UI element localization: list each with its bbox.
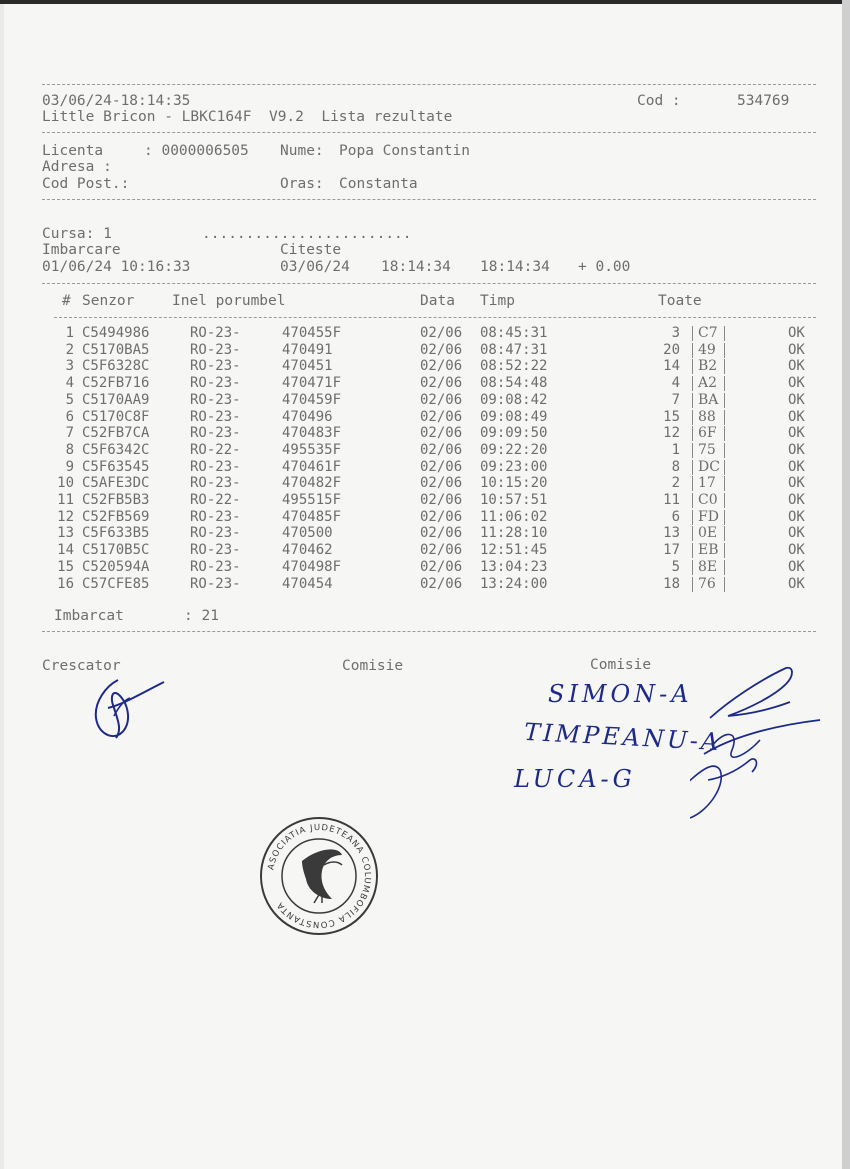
row-senzor: C5494986 xyxy=(82,325,150,341)
table-row xyxy=(0,509,850,526)
row-ring-prefix: RO-22- xyxy=(190,441,241,458)
row-ring-prefix: RO-23- xyxy=(190,575,241,592)
imbarcare-datetime: 01/06/24 10:16:33 xyxy=(42,259,191,275)
row-ring-number: 470483F xyxy=(282,425,342,442)
nume-value: Popa Constantin xyxy=(339,143,470,159)
column-divider xyxy=(692,560,693,575)
row-ring-number: 495535F xyxy=(282,441,342,458)
row-number: 8 xyxy=(65,441,74,458)
column-divider xyxy=(692,426,693,441)
row-code: 17 xyxy=(698,475,716,492)
row-time: 08:54:48 xyxy=(480,375,548,392)
row-ring-prefix: RO-23- xyxy=(190,358,241,375)
table-row xyxy=(0,409,850,426)
row-toate: 5 xyxy=(671,558,680,575)
column-divider xyxy=(692,510,693,525)
row-ring-number: 470498F xyxy=(282,558,342,575)
row-code: 6F xyxy=(698,425,717,442)
column-divider xyxy=(724,460,725,475)
row-number: 11 xyxy=(57,492,74,508)
row-number: 4 xyxy=(65,375,74,392)
table-row xyxy=(0,442,850,459)
col-inel: Inel porumbel xyxy=(172,293,286,309)
column-divider xyxy=(692,359,693,374)
row-ring-number: 470451 xyxy=(282,358,333,375)
row-code: B2 xyxy=(698,358,718,375)
row-code: 0E xyxy=(698,525,718,542)
row-status: OK xyxy=(788,558,805,575)
row-ring-prefix: RO-23- xyxy=(190,558,241,575)
row-toate: 11 xyxy=(663,492,680,508)
column-divider xyxy=(724,426,725,441)
row-status: OK xyxy=(788,408,805,425)
column-divider xyxy=(724,326,725,341)
row-number: 15 xyxy=(57,558,74,575)
row-code: C0 xyxy=(698,492,718,508)
row-senzor: C520594A xyxy=(82,558,150,575)
row-status: OK xyxy=(788,341,805,358)
row-code: BA xyxy=(698,391,719,408)
row-time: 09:22:20 xyxy=(480,441,548,458)
imbarcare-label: Imbarcare xyxy=(42,242,121,258)
row-ring-number: 470455F xyxy=(282,325,342,341)
row-senzor: C5F63545 xyxy=(82,458,150,475)
column-divider xyxy=(692,443,693,458)
row-code: EB xyxy=(698,542,719,559)
row-time: 13:24:00 xyxy=(480,575,548,592)
row-status: OK xyxy=(788,508,805,525)
row-number: 3 xyxy=(65,358,74,375)
row-ring-prefix: RO-23- xyxy=(190,475,241,492)
column-divider xyxy=(692,476,693,491)
row-ring-prefix: RO-23- xyxy=(190,408,241,425)
table-row xyxy=(0,576,850,593)
row-code: DC xyxy=(698,458,720,475)
row-senzor: C5F6328C xyxy=(82,358,150,375)
column-divider xyxy=(724,577,725,592)
col-data: Data xyxy=(420,293,455,309)
row-date: 02/06 xyxy=(420,425,463,442)
row-ring-number: 470461F xyxy=(282,458,342,475)
row-toate: 12 xyxy=(663,425,680,442)
column-divider xyxy=(724,343,725,358)
oras-label: Oras: xyxy=(280,176,324,192)
column-divider xyxy=(724,510,725,525)
imbarcat-value: : 21 xyxy=(184,608,219,624)
column-divider xyxy=(724,560,725,575)
licenta-value: : 0000006505 xyxy=(144,143,249,159)
column-divider xyxy=(692,343,693,358)
commission-name-3: LUCA-G xyxy=(514,765,636,793)
row-toate: 1 xyxy=(671,441,680,458)
row-status: OK xyxy=(788,542,805,559)
row-ring-number: 470485F xyxy=(282,508,342,525)
col-num: # xyxy=(62,293,71,309)
row-code: C7 xyxy=(698,325,718,341)
table-row xyxy=(0,392,850,409)
row-date: 02/06 xyxy=(420,458,463,475)
row-time: 09:08:42 xyxy=(480,391,548,408)
row-senzor: C52FB7CA xyxy=(82,425,150,442)
column-divider xyxy=(692,493,693,508)
row-ring-number: 470459F xyxy=(282,391,342,408)
row-date: 02/06 xyxy=(420,391,463,408)
row-toate: 15 xyxy=(663,408,680,425)
row-status: OK xyxy=(788,325,805,341)
column-divider xyxy=(724,410,725,425)
separator xyxy=(42,132,816,133)
cursa-label: Cursa: 1 xyxy=(42,226,112,242)
row-number: 14 xyxy=(57,542,74,559)
row-status: OK xyxy=(788,375,805,392)
row-status: OK xyxy=(788,441,805,458)
row-toate: 17 xyxy=(663,542,680,559)
row-status: OK xyxy=(788,575,805,592)
table-row xyxy=(0,559,850,576)
column-divider xyxy=(724,543,725,558)
row-ring-number: 495515F xyxy=(282,492,342,508)
row-code: 88 xyxy=(698,408,716,425)
row-status: OK xyxy=(788,358,805,375)
row-code: 76 xyxy=(698,575,716,592)
row-ring-prefix: RO-23- xyxy=(190,525,241,542)
row-number: 16 xyxy=(57,575,74,592)
row-senzor: C52FB716 xyxy=(82,375,150,392)
col-toate: Toate xyxy=(658,293,702,309)
row-time: 13:04:23 xyxy=(480,558,548,575)
row-number: 6 xyxy=(65,408,74,425)
row-time: 10:15:20 xyxy=(480,475,548,492)
row-ring-prefix: RO-23- xyxy=(190,341,241,358)
row-time: 09:09:50 xyxy=(480,425,548,442)
commission-name-1: SIMON-A xyxy=(548,680,693,708)
row-toate: 13 xyxy=(663,525,680,542)
row-code: A2 xyxy=(698,375,718,392)
separator xyxy=(42,84,816,85)
row-senzor: C5F6342C xyxy=(82,441,150,458)
col-timp: Timp xyxy=(480,293,515,309)
row-ring-prefix: RO-23- xyxy=(190,542,241,559)
column-divider xyxy=(724,526,725,541)
commission-name-2: TIMPEANU-A xyxy=(523,717,722,757)
column-divider xyxy=(692,376,693,391)
row-date: 02/06 xyxy=(420,508,463,525)
row-date: 02/06 xyxy=(420,408,463,425)
row-date: 02/06 xyxy=(420,558,463,575)
row-number: 12 xyxy=(57,508,74,525)
table-row xyxy=(0,492,850,509)
row-ring-number: 470496 xyxy=(282,408,333,425)
table-row xyxy=(0,358,850,375)
row-date: 02/06 xyxy=(420,542,463,559)
commission-signatures-scribble xyxy=(690,660,830,820)
table-row xyxy=(0,342,850,359)
column-divider xyxy=(724,443,725,458)
row-date: 02/06 xyxy=(420,525,463,542)
row-time: 09:08:49 xyxy=(480,408,548,425)
row-ring-prefix: RO-23- xyxy=(190,391,241,408)
table-row xyxy=(0,375,850,392)
adresa-label: Adresa : xyxy=(42,159,112,175)
table-row xyxy=(0,425,850,442)
row-time: 11:06:02 xyxy=(480,508,548,525)
row-date: 02/06 xyxy=(420,475,463,492)
column-divider xyxy=(724,359,725,374)
row-time: 12:51:45 xyxy=(480,542,548,559)
citeste-label: Citeste xyxy=(280,242,342,258)
row-senzor: C5AFE3DC xyxy=(82,475,150,492)
column-divider xyxy=(692,393,693,408)
row-toate: 6 xyxy=(671,508,680,525)
row-toate: 8 xyxy=(671,458,680,475)
table-row xyxy=(0,525,850,542)
row-time: 08:52:22 xyxy=(480,358,548,375)
row-ring-prefix: RO-23- xyxy=(190,425,241,442)
row-number: 5 xyxy=(65,391,74,408)
cursa-dots: ........................ xyxy=(202,226,412,242)
column-divider xyxy=(692,577,693,592)
crescator-signature xyxy=(88,668,170,746)
oras-value: Constanta xyxy=(339,176,418,192)
row-status: OK xyxy=(788,391,805,408)
row-toate: 2 xyxy=(671,475,680,492)
row-time: 08:45:31 xyxy=(480,325,548,341)
row-senzor: C5170BA5 xyxy=(82,341,150,358)
licenta-label: Licenta xyxy=(42,143,104,159)
col-senzor: Senzor xyxy=(82,293,135,309)
row-status: OK xyxy=(788,458,805,475)
row-ring-prefix: RO-23- xyxy=(190,508,241,525)
row-date: 02/06 xyxy=(420,492,463,508)
row-time: 10:57:51 xyxy=(480,492,548,508)
row-ring-prefix: RO-22- xyxy=(190,492,241,508)
separator xyxy=(42,631,816,632)
row-date: 02/06 xyxy=(420,358,463,375)
row-date: 02/06 xyxy=(420,325,463,341)
row-ring-prefix: RO-23- xyxy=(190,375,241,392)
separator xyxy=(42,199,816,200)
nume-label: Nume: xyxy=(280,143,324,159)
row-toate: 14 xyxy=(663,358,680,375)
row-number: 10 xyxy=(57,475,74,492)
row-time: 11:28:10 xyxy=(480,525,548,542)
row-number: 9 xyxy=(65,458,74,475)
row-ring-prefix: RO-23- xyxy=(190,458,241,475)
row-date: 02/06 xyxy=(420,375,463,392)
row-number: 13 xyxy=(57,525,74,542)
row-toate: 20 xyxy=(663,341,680,358)
row-ring-number: 470471F xyxy=(282,375,342,392)
row-ring-number: 470482F xyxy=(282,475,342,492)
column-divider xyxy=(692,326,693,341)
row-ring-number: 470500 xyxy=(282,525,333,542)
row-code: 8E xyxy=(698,558,718,575)
column-divider xyxy=(692,526,693,541)
citeste-date: 03/06/24 xyxy=(280,259,350,275)
svg-text:ASOCIATIA JUDETEANA COLUMBOFIL: ASOCIATIA JUDETEANA COLUMBOFILA CONSTANTA xyxy=(266,822,373,930)
table-row xyxy=(0,475,850,492)
row-ring-number: 470454 xyxy=(282,575,333,592)
table-row xyxy=(0,459,850,476)
row-time: 09:23:00 xyxy=(480,458,548,475)
row-toate: 4 xyxy=(671,375,680,392)
table-row xyxy=(0,325,850,342)
row-toate: 3 xyxy=(671,325,680,341)
row-date: 02/06 xyxy=(420,341,463,358)
citeste-time2: 18:14:34 xyxy=(480,259,550,275)
row-ring-number: 470462 xyxy=(282,542,333,559)
cod-post-label: Cod Post.: xyxy=(42,176,130,192)
row-senzor: C5170B5C xyxy=(82,542,150,559)
row-number: 1 xyxy=(65,325,74,341)
row-date: 02/06 xyxy=(420,575,463,592)
comisie-label-2: Comisie xyxy=(590,657,652,673)
imbarcat-label: Imbarcat xyxy=(54,608,124,624)
pigeon-seal-icon xyxy=(302,849,342,903)
row-senzor: C52FB5B3 xyxy=(82,492,150,508)
row-time: 08:47:31 xyxy=(480,341,548,358)
cod-value: 534769 xyxy=(737,93,790,109)
row-senzor: C5170C8F xyxy=(82,408,150,425)
time-offset: + 0.00 xyxy=(578,259,631,275)
citeste-time1: 18:14:34 xyxy=(381,259,451,275)
table-row xyxy=(0,542,850,559)
row-senzor: C57CFE85 xyxy=(82,575,150,592)
row-status: OK xyxy=(788,492,805,508)
cod-label: Cod : xyxy=(637,93,681,109)
row-number: 7 xyxy=(65,425,74,442)
column-divider xyxy=(692,543,693,558)
column-divider xyxy=(724,376,725,391)
column-divider xyxy=(692,460,693,475)
column-divider xyxy=(724,393,725,408)
comisie-label-1: Comisie xyxy=(342,658,404,674)
separator xyxy=(54,317,816,318)
row-number: 2 xyxy=(65,341,74,358)
row-code: FD xyxy=(698,508,719,525)
column-divider xyxy=(724,493,725,508)
column-divider xyxy=(692,410,693,425)
row-ring-prefix: RO-23- xyxy=(190,325,241,341)
crescator-label: Crescator xyxy=(42,658,121,674)
separator xyxy=(42,283,816,284)
row-senzor: C5170AA9 xyxy=(82,391,150,408)
column-divider xyxy=(724,476,725,491)
row-ring-number: 470491 xyxy=(282,341,333,358)
row-code: 49 xyxy=(698,341,716,358)
report-title: Little Bricon - LBKC164F V9.2 Lista rezultate xyxy=(42,109,453,125)
row-status: OK xyxy=(788,525,805,542)
row-status: OK xyxy=(788,475,805,492)
row-toate: 18 xyxy=(663,575,680,592)
row-code: 75 xyxy=(698,441,716,458)
row-toate: 7 xyxy=(671,391,680,408)
association-stamp xyxy=(258,815,380,937)
row-date: 02/06 xyxy=(420,441,463,458)
row-senzor: C52FB569 xyxy=(82,508,150,525)
row-status: OK xyxy=(788,425,805,442)
row-senzor: C5F633B5 xyxy=(82,525,150,542)
print-datetime: 03/06/24-18:14:35 xyxy=(42,93,191,109)
